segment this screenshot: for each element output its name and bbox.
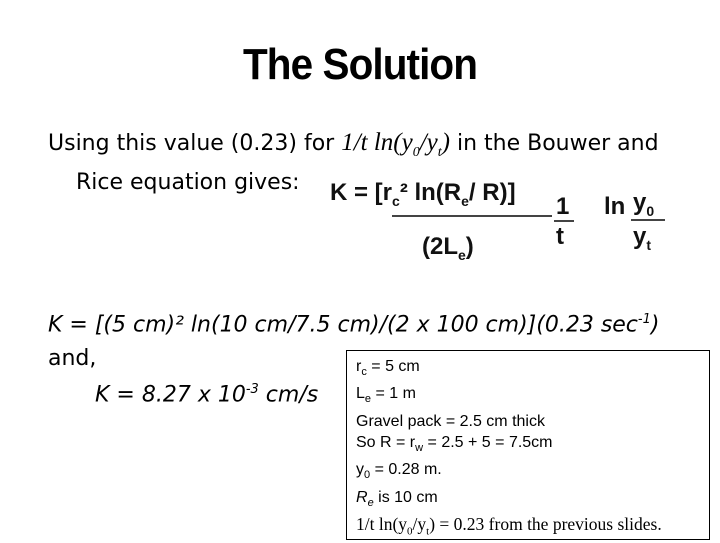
intro-prefix: Using this value (0.23) for <box>48 131 342 156</box>
note-rc: $r_c = 5$ cm <box>356 358 420 379</box>
note-ln-ratio: 1/t $\ln(y_0/y_t) = 0.23$ from the previous slides. <box>356 514 662 538</box>
one-over-t-denominator: t <box>556 223 564 250</box>
equation-numerator: $K = [r_c^2$ $\ln(R_e/$ R)] <box>330 179 516 209</box>
note-le: $L_e = 1$ m <box>356 385 416 406</box>
note-y0: $y_0 = 0.28$ m. <box>356 461 442 482</box>
note-gravel: Gravel pack = 2.5 cm thick <box>356 412 545 430</box>
equation-denominator: $(2L_e)$ <box>422 233 474 263</box>
note-re: $R_e$ is 10 cm <box>356 488 438 509</box>
slide-title: The Solution <box>242 40 478 89</box>
one-over-t-numerator: 1 <box>556 193 570 220</box>
yt-term: $y_t$ <box>633 223 652 253</box>
intro-expression: 1/t $\ln(y_0/y_t)$ <box>341 129 450 160</box>
intro-suffix: in the Bouwer and <box>449 131 659 156</box>
k-calculation: K = [(5 cm)² ln(10 cm/7.5 cm)/(2 x 100 cm)](0.23 $\sec^{-1}$) <box>48 312 660 338</box>
notes-box <box>346 350 710 540</box>
intro-line-2: Rice equation gives: <box>76 170 300 195</box>
note-radius: So $R = r_w = 2.5 + 5 = 7.5cm$ <box>356 433 553 455</box>
and-text: and, <box>48 346 97 371</box>
y0-term: $y_0$ <box>633 189 655 219</box>
bouwer-rice-equation <box>322 175 672 265</box>
fraction-bar <box>392 215 552 217</box>
fraction-bar <box>554 220 574 222</box>
k-result: K = 8.27 x $10^{-3}$ cm/s <box>95 382 319 408</box>
fraction-bar <box>631 219 665 221</box>
ln-operator: ln <box>604 193 626 220</box>
